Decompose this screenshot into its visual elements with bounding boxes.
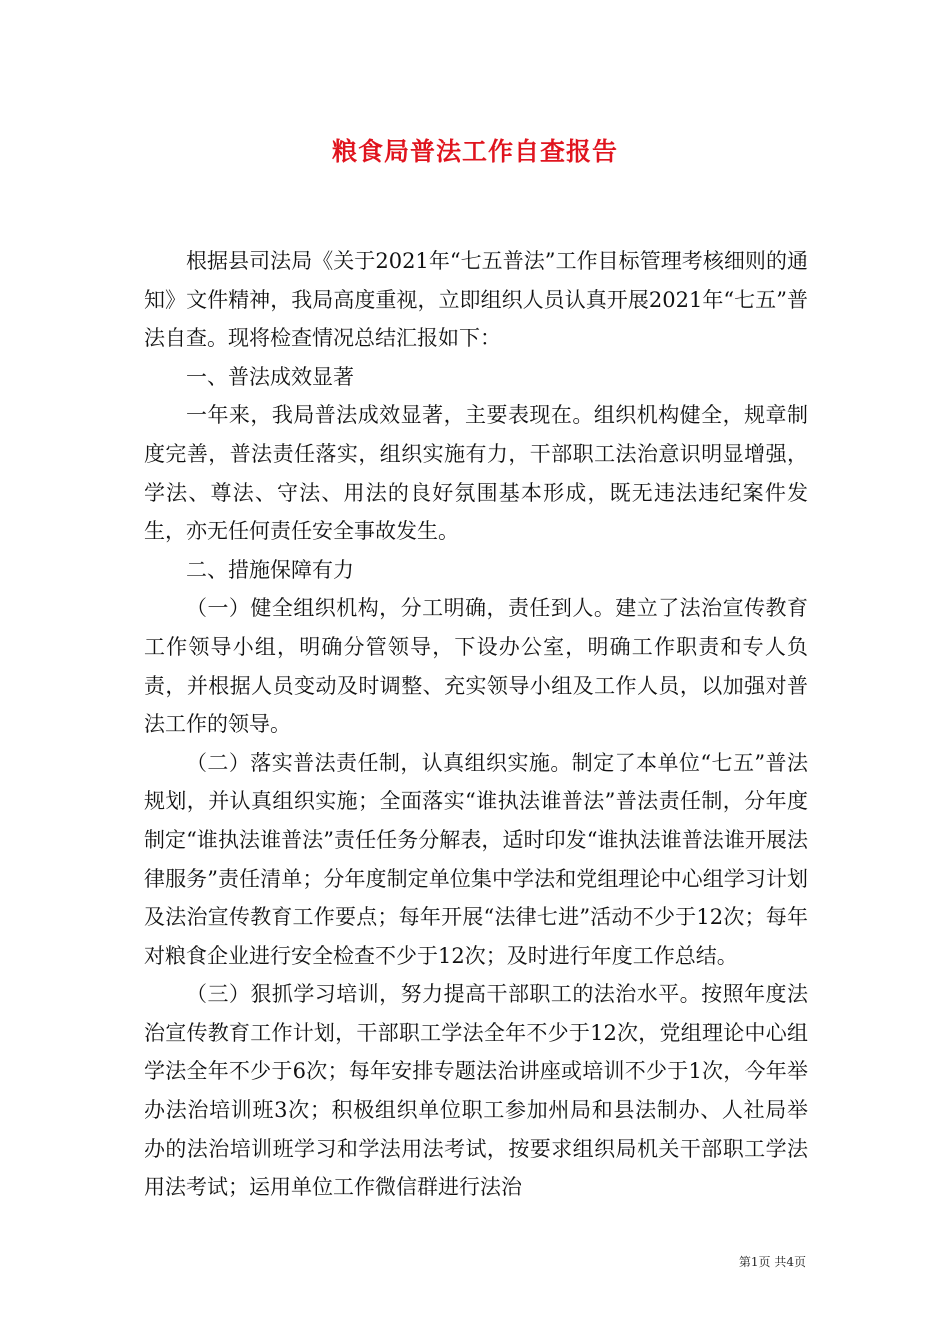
paragraph-intro: 根据县司法局《关于2021年“七五普法”工作目标管理考核细则的通知》文件精神，我局高度重视，立即组织人员认真开展2021年“七五”普法自查。现将检查情况总结汇报如下： [144,249,808,351]
section-heading-2: 二、措施保障有力 [186,557,354,582]
paragraph-measure-2: （二）落实普法责任制，认真组织实施。制定了本单位“七五”普法规划，并认真组织实施；全面落实“谁执法谁普法”普法责任制，分年度制定“谁执法谁普法”责任任务分解表，适时印发“谁执法谁普法谁开展法律服务”责任清单；分年度制定单位集中学法和党组理论中心组学习计划及法治宣传教育工作要点；每年开展“法律七进”活动不少于12次；每年对粮食企业进行安全检查不少于12次；及时进行年度工作总结。 [144,750,808,968]
document-title: 粮食局普法工作自查报告 [331,137,618,166]
paragraph-measure-3: （三）狠抓学习培训，努力提高干部职工的法治水平。按照年度法治宣传教育工作计划，干部职工学法全年不少于12次，党组理论中心组学法全年不少于6次；每年安排专题法治讲座或培训不少于1次，今年举办法治培训班3次；积极组织单位职工参加州局和县法制办、人社局举办的法治培训班学习和学法用法考试，按要求组织局机关干部职工学法用法考试；运用单位工作微信群进行法治 [144,982,808,1200]
page-number-footer: 第1页 共4页 [738,1255,806,1269]
section-heading-1: 一、普法成效显著 [186,364,354,389]
paragraph-measure-1: （一）健全组织机构，分工明确，责任到人。建立了法治宣传教育工作领导小组，明确分管领导，下设办公室，明确工作职责和专人负责，并根据人员变动及时调整、充实领导小组及工作人员，以加强对普法工作的领导。 [144,596,808,737]
paragraph-results: 一年来，我局普法成效显著，主要表现在。组织机构健全，规章制度完善，普法责任落实，组织实施有力，干部职工法治意识明显增强，学法、尊法、守法、用法的良好氛围基本形成，既无违法违纪案件发生，亦无任何责任安全事故发生。 [144,403,808,544]
document-body [144,242,808,1207]
